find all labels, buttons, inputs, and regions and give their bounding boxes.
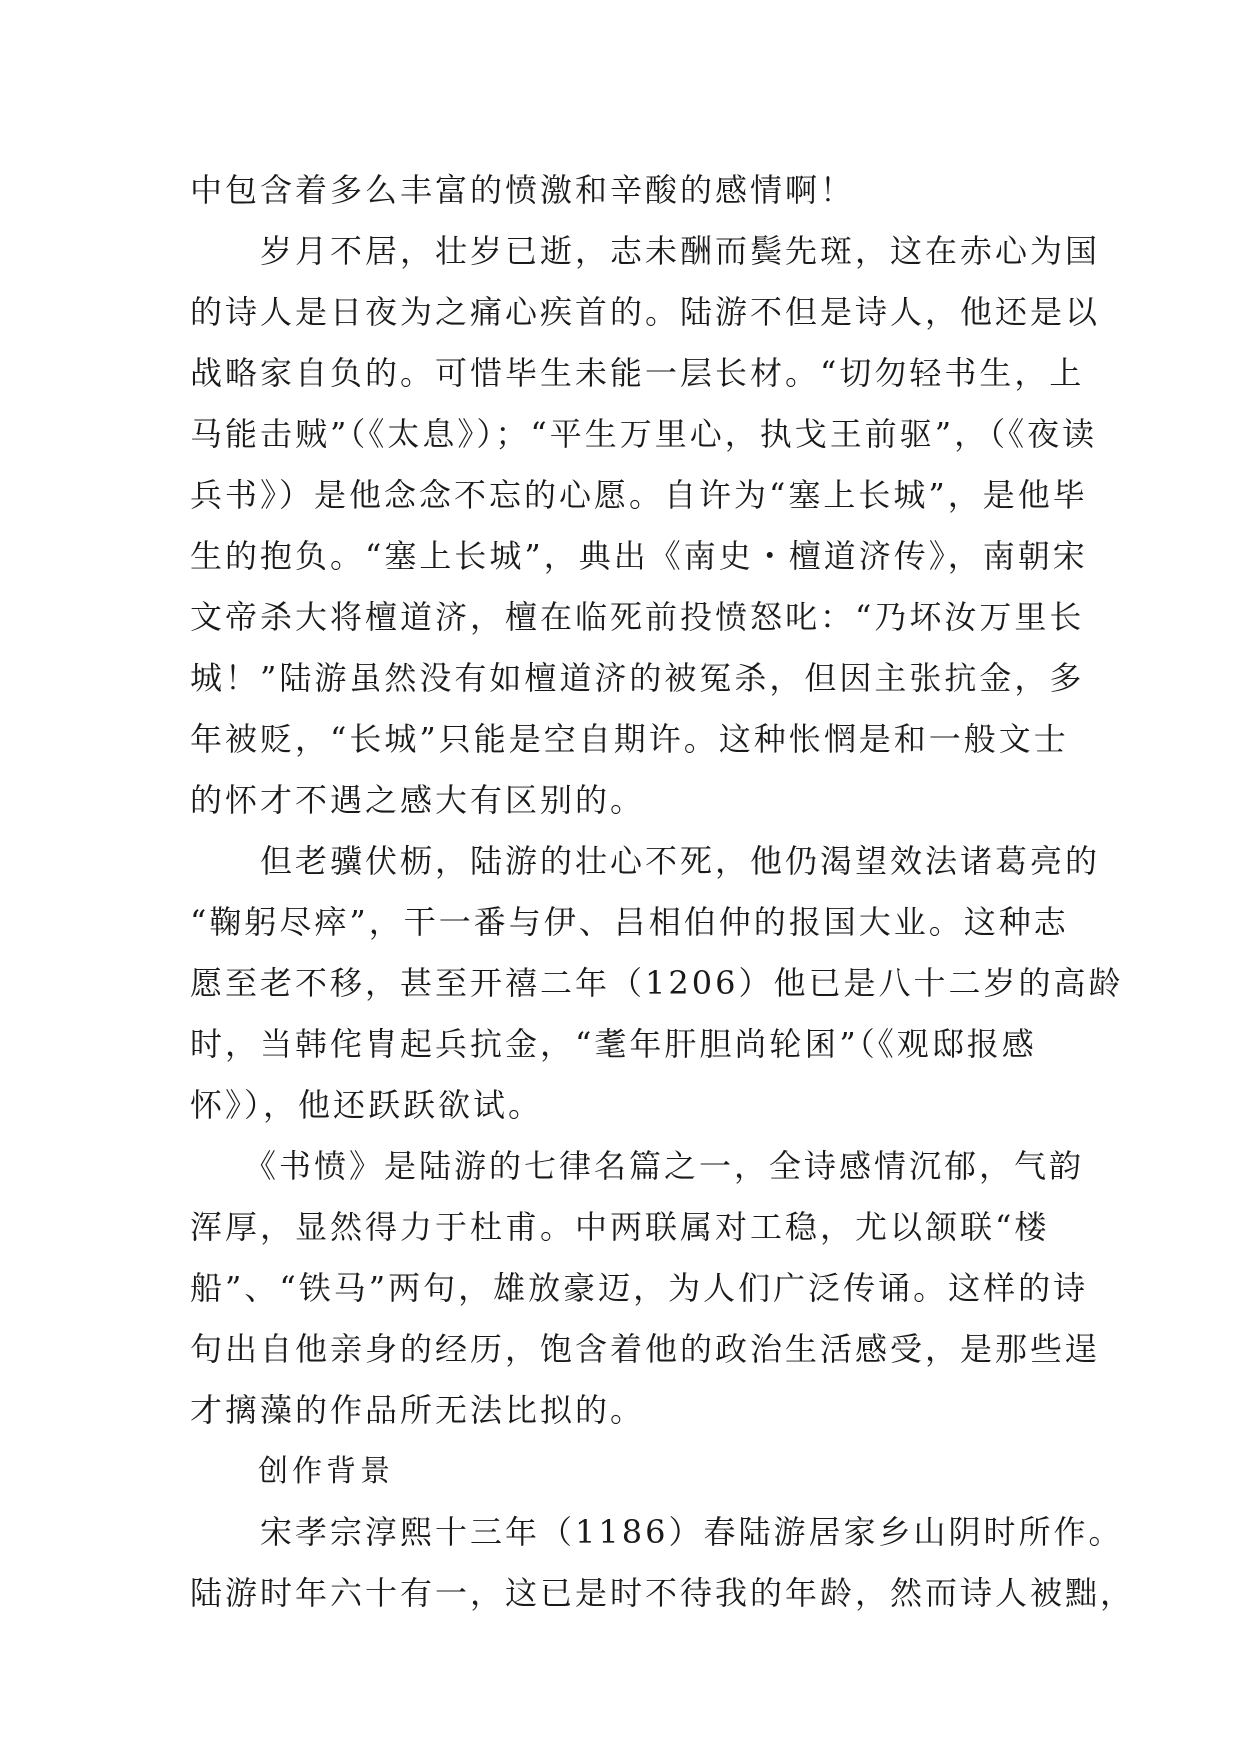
text-line: 文帝杀大将檀道济，檀在临死前投愤怒叱：“乃坏汝万里长 xyxy=(190,598,1085,636)
section-heading: 创作背景 xyxy=(190,1454,394,1489)
text-line: 浑厚，显然得力于杜甫。中两联属对工稳，尤以颔联“楼 xyxy=(190,1208,1050,1246)
text-line: 但老骥伏枥，陆游的壮心不死，他仍渴望效法诸葛亮的 xyxy=(190,842,1101,880)
text-line: 才摛藻的作品所无法比拟的。 xyxy=(190,1391,646,1429)
text-line: 怀》），他还跃跃欲试。 xyxy=(190,1086,544,1124)
text-line: 的怀才不遇之感大有区别的。 xyxy=(190,781,646,819)
text-line: 城！”陆游虽然没有如檀道济的被冤杀，但因主张抗金，多 xyxy=(190,659,1085,697)
text-line: 岁月不居，壮岁已逝，志未酬而鬓先斑，这在赤心为国 xyxy=(190,232,1101,270)
body-text xyxy=(190,160,1136,1624)
text-line: 兵书》）是他念念不忘的心愿。自许为“塞上长城”，是他毕 xyxy=(190,476,1088,514)
text-line: 战略家自负的。可惜毕生未能一层长材。“切勿轻书生，上 xyxy=(190,354,1085,392)
text-line: 船”、“铁马”两句，雄放豪迈，为人们广泛传诵。这样的诗 xyxy=(190,1269,1089,1307)
text-line: 年被贬，“长城”只能是空自期许。这种怅惘是和一般文士 xyxy=(190,720,1069,758)
text-line: 马能击贼”（《太息》）；“平生万里心，执戈王前驱”，（《夜读 xyxy=(190,415,1098,453)
text-line: 宋孝宗淳熙十三年（1186）春陆游居家乡山阴时所作。 xyxy=(190,1513,1124,1551)
text-line: 时，当韩侘胄起兵抗金，“耄年肝胆尚轮囷”（《观邸报感 xyxy=(190,1025,1037,1063)
text-line: 《书愤》是陆游的七律名篇之一，全诗感情沉郁，气韵 xyxy=(190,1147,1085,1185)
text-line: 的诗人是日夜为之痛心疾首的。陆游不但是诗人，他还是以 xyxy=(190,293,1101,331)
text-line: 愿至老不移，甚至开禧二年（1206）他已是八十二岁的高龄 xyxy=(190,964,1124,1002)
text-line: 陆游时年六十有一，这已是时不待我的年龄，然而诗人被黜， xyxy=(190,1574,1136,1612)
text-line: 生的抱负。“塞上长城”，典出《南史・檀道济传》，南朝宋 xyxy=(190,537,1088,575)
text-line: 句出自他亲身的经历，饱含着他的政治生活感受，是那些逞 xyxy=(190,1330,1101,1368)
text-line: “鞠躬尽瘁”，干一番与伊、吕相伯仲的报国大业。这种志 xyxy=(190,903,1069,941)
text-line: 中包含着多么丰富的愤激和辛酸的感情啊！ xyxy=(190,171,856,209)
